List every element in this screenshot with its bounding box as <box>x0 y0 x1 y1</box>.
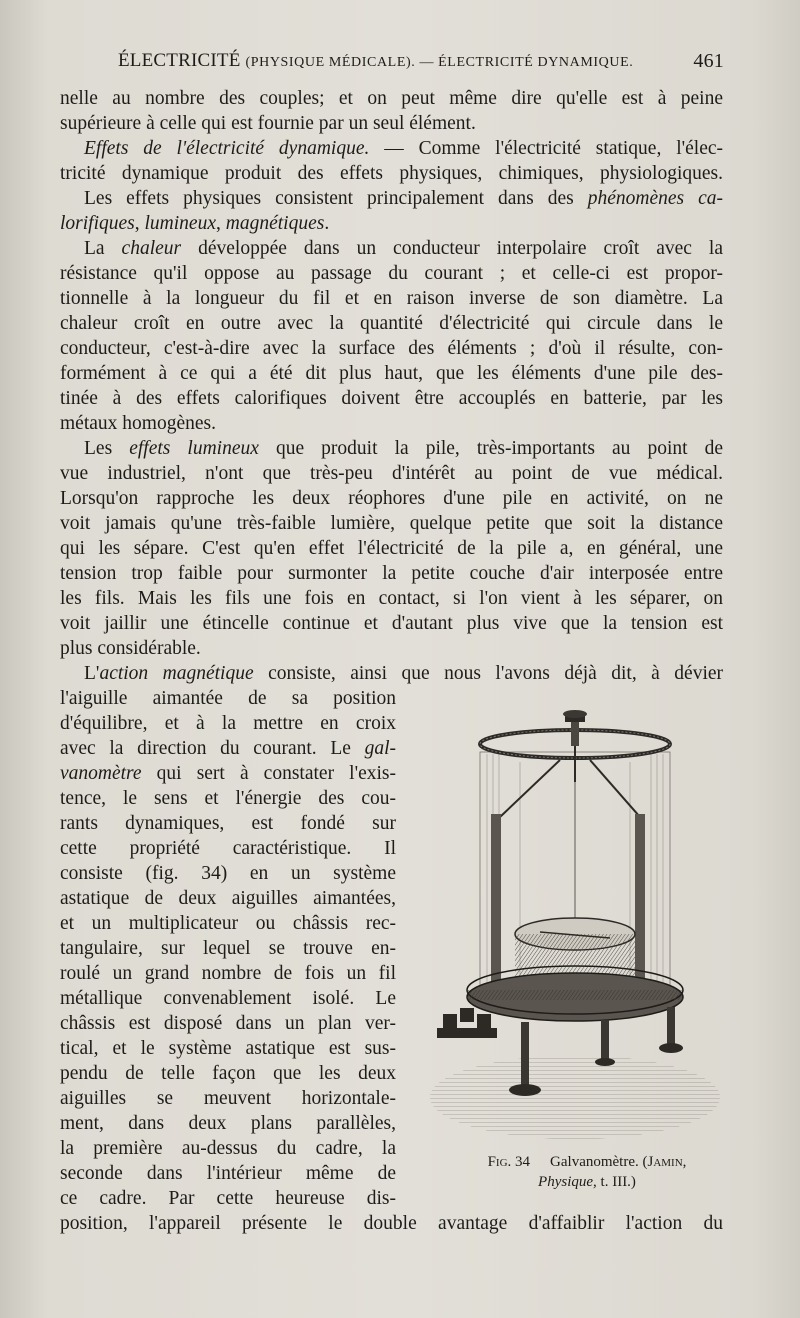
running-header <box>60 46 728 76</box>
text-line: rants dynamiques, est fondé sur <box>60 813 396 834</box>
text-line: nelle au nombre des couples; et on peut même dire qu'elle est à peine <box>60 88 723 109</box>
text-line <box>60 736 396 761</box>
text-line <box>60 186 723 211</box>
text-line: aiguilles se meuvent horizontale- <box>60 1088 396 1109</box>
text-line: métallique convenablement isolé. Le <box>60 988 396 1009</box>
text-line: voit jaillir une étincelle continue et d'autant plus vive que la tension est <box>60 613 723 634</box>
text-line: châssis est disposé dans un plan ver- <box>60 1013 396 1034</box>
text-run: — Comme l'électricité statique, l'élec- <box>369 138 723 159</box>
text-line: Lorsqu'on rapproche les deux réophores d'une pile en activité, on ne <box>60 488 723 509</box>
caption-text: , <box>682 1154 687 1170</box>
caption-text: Galvanomètre. ( <box>550 1154 648 1170</box>
section-heading: Effets de l'électricité dynamique. <box>84 138 370 159</box>
text-line: chaleur croît en outre avec la quantité d'électricité qui circule dans le <box>60 313 723 334</box>
text-line: seconde dans l'intérieur même de <box>60 1163 396 1184</box>
text-run: magnétiques <box>225 213 325 234</box>
text-run: développée dans un conducteur interpolaire croît avec la <box>181 238 723 259</box>
text-line <box>60 761 396 786</box>
text-run: L' <box>84 663 100 684</box>
text-run: effets lumineux <box>129 438 259 459</box>
text-run: La <box>84 238 122 259</box>
text-run: Les <box>84 438 130 459</box>
text-line: la première au-dessus du cadre, la <box>60 1138 396 1159</box>
caption-text: , t. III.) <box>593 1174 636 1190</box>
text-line: consiste (fig. 34) en un système <box>60 863 396 884</box>
text-line: d'équilibre, et à la mettre en croix <box>60 713 396 734</box>
text-line: vue industriel, n'ont que très-peu d'intérêt au point de vue médical. <box>60 463 723 484</box>
text-run: Les effets physiques consistent principalement dans des <box>84 188 588 209</box>
running-title-rest: (PHYSIQUE MÉDICALE). — ÉLECTRICITÉ DYNAMIQUE. <box>245 55 634 70</box>
text-run: lumineux <box>144 213 216 234</box>
text-run: que produit la pile, très-importants au point de <box>258 438 723 459</box>
text-line: tical, et le système astatique est sus- <box>60 1038 396 1059</box>
text-line: tinée à des effets calorifiques doivent être accouplés en batterie, par les <box>60 388 723 409</box>
text-line: métaux homogènes. <box>60 413 216 434</box>
text-run: action magnétique <box>99 663 254 684</box>
text-run: avec la direction du courant. Le <box>60 738 365 759</box>
text-line: voit jamais qu'une très-faible lumière, quelque petite que soit la distance <box>60 513 723 534</box>
text-line: cette propriété caractéristique. Il <box>60 838 396 859</box>
running-title <box>118 50 633 72</box>
text-line: tension trop faible pour surmonter la petite couche d'air interposée entre <box>60 563 723 584</box>
text-line: et un multiplicateur ou châssis rec- <box>60 913 396 934</box>
text-line: tricité dynamique produit des effets physiques, chimiques, physiologiques. <box>60 163 723 184</box>
caption-book: Physique <box>538 1174 594 1190</box>
text-run: gal- <box>364 738 396 759</box>
text-line: plus considérable. <box>60 638 201 659</box>
text-run: vanomètre <box>60 763 142 784</box>
text-line: roulé un grand nombre de fois un fil <box>60 963 396 984</box>
text-line: conducteur, c'est-à-dire avec la surface des éléments ; d'où il résulte, con- <box>60 338 723 359</box>
text-run: lorifiques <box>60 213 135 234</box>
wrapped-column <box>60 686 396 1211</box>
text-line: résistance qu'il oppose au passage du courant ; et celle-ci est propor- <box>60 263 723 284</box>
text-line: tangulaire, sur lequel se trouve en- <box>60 938 396 959</box>
text-line: pendu de telle façon que les deux <box>60 1063 396 1084</box>
text-line: les fils. Mais les fils une fois en contact, si l'on vient à les séparer, on <box>60 588 723 609</box>
text-line: astatique de deux aiguilles aimantées, <box>60 888 396 909</box>
text-run: qui sert à constater l'exis- <box>141 763 396 784</box>
text-line: qui les sépare. C'est qu'en effet l'électricité de la pile a, en général, une <box>60 538 723 559</box>
text-line <box>60 211 723 236</box>
figure-label: Fig. 34 <box>487 1154 531 1170</box>
text-run: , <box>134 213 145 234</box>
running-title-main: ÉLECTRICITÉ <box>118 50 241 71</box>
text-run: chaleur <box>121 238 182 259</box>
text-line: tence, le sens et l'énergie des cou- <box>60 788 396 809</box>
text-run: consiste, ainsi que nous l'avons déjà dit, à dévier <box>253 663 724 684</box>
text-line: ment, dans deux plans parallèles, <box>60 1113 396 1134</box>
text-line: ce cadre. Par cette heureuse dis- <box>60 1188 396 1209</box>
figure-caption <box>452 1152 722 1192</box>
text-line <box>60 236 723 261</box>
galvanometer-illustration <box>425 702 725 1152</box>
text-run: . <box>324 213 330 234</box>
page-number: 461 <box>693 50 724 72</box>
text-line: l'aiguille aimantée de sa position <box>60 688 396 709</box>
text-line <box>60 661 723 686</box>
text-line: supérieure à celle qui est fournie par un seul élément. <box>60 113 476 134</box>
text-run: , <box>216 213 226 234</box>
text-line <box>60 136 723 161</box>
caption-author: Jamin <box>647 1154 683 1170</box>
text-run: phénomènes ca- <box>587 188 723 209</box>
text-line <box>60 436 723 461</box>
text-line: position, l'appareil présente le double avantage d'affaiblir l'action du <box>60 1213 723 1234</box>
text-line: formément à ce qui a été dit plus haut, que les éléments d'une pile des- <box>60 363 723 384</box>
text-line: tionnelle à la longueur du fil et en raison inverse de son diamètre. La <box>60 288 723 309</box>
